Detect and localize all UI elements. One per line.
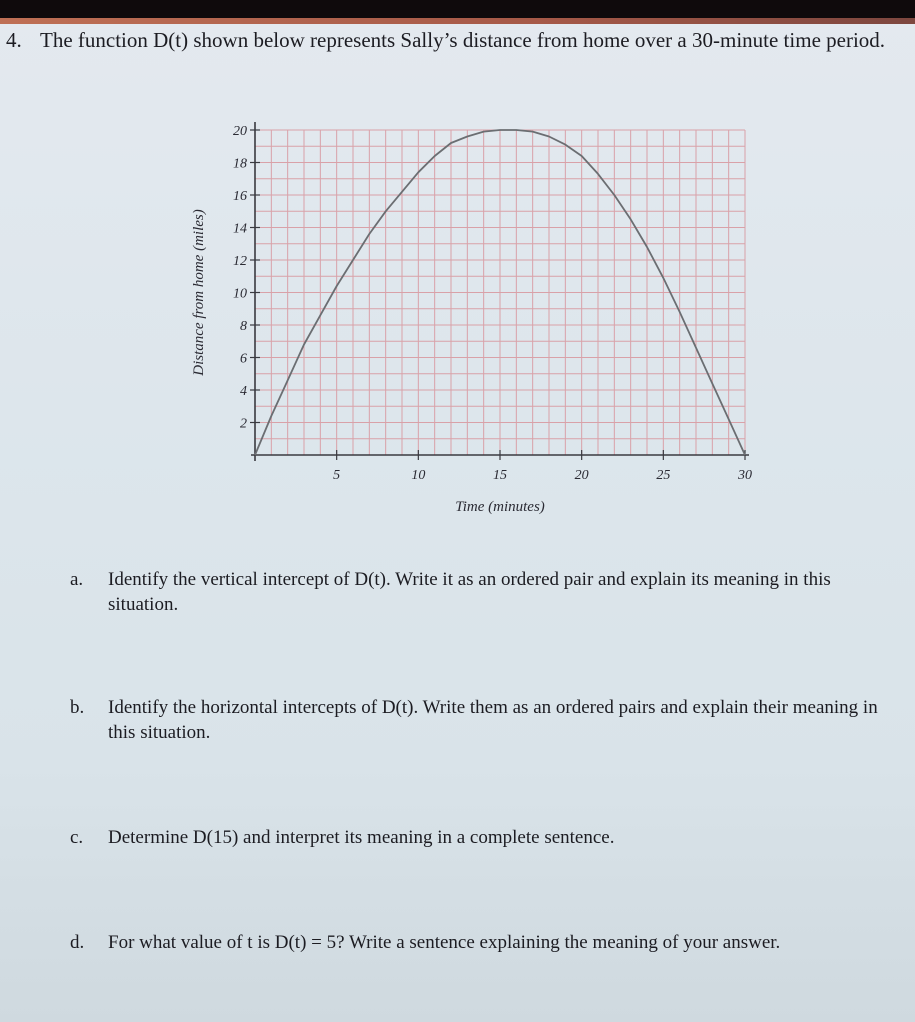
part-a-text: Identify the vertical intercept of D(t). Write it as an ordered pair and explain its meaning in this situation. — [108, 569, 831, 615]
y-axis-label: Distance from home (miles) — [191, 209, 207, 376]
x-tick-label: 25 — [656, 468, 671, 483]
x-axis-label: Time (minutes) — [455, 499, 545, 515]
part-d-letter: d. — [70, 932, 85, 953]
part-d-text: For what value of t is D(t) = 5? Write a sentence explaining the meaning of your answer. — [108, 932, 781, 953]
distance-chart-svg — [175, 110, 775, 520]
distance-chart — [175, 110, 775, 520]
x-tick-label: 30 — [738, 468, 752, 483]
question-number: 4. — [6, 28, 22, 52]
part-b-letter: b. — [70, 697, 85, 718]
part-b-text: Identify the horizontal intercepts of D(t). Write them as an ordered pairs and explain their meaning in this situation. — [108, 697, 878, 743]
question-prompt: The function D(t) shown below represents Sally’s distance from home over a 30-minute time period. — [40, 28, 886, 52]
y-tick-label: 6 — [240, 351, 247, 367]
x-tick-label: 20 — [574, 468, 589, 483]
x-tick-label: 10 — [411, 468, 426, 483]
y-tick-label: 18 — [233, 156, 247, 172]
y-tick-label: 4 — [240, 384, 247, 399]
top-dark-border — [0, 0, 915, 18]
y-tick-label: 20 — [233, 124, 247, 139]
y-tick-label: 8 — [240, 319, 247, 334]
y-tick-label: 10 — [233, 286, 247, 302]
y-tick-label: 2 — [240, 416, 247, 432]
y-tick-label: 12 — [233, 254, 247, 269]
top-paper-edge — [0, 18, 915, 24]
y-tick-label: 16 — [233, 189, 247, 204]
part-c-text: Determine D(15) and interpret its meaning in a complete sentence. — [108, 827, 615, 848]
x-tick-label: 5 — [333, 468, 341, 483]
part-c-letter: c. — [70, 827, 84, 848]
part-a-letter: a. — [70, 569, 84, 590]
x-tick-label: 15 — [493, 468, 507, 483]
y-tick-label: 14 — [233, 221, 247, 237]
